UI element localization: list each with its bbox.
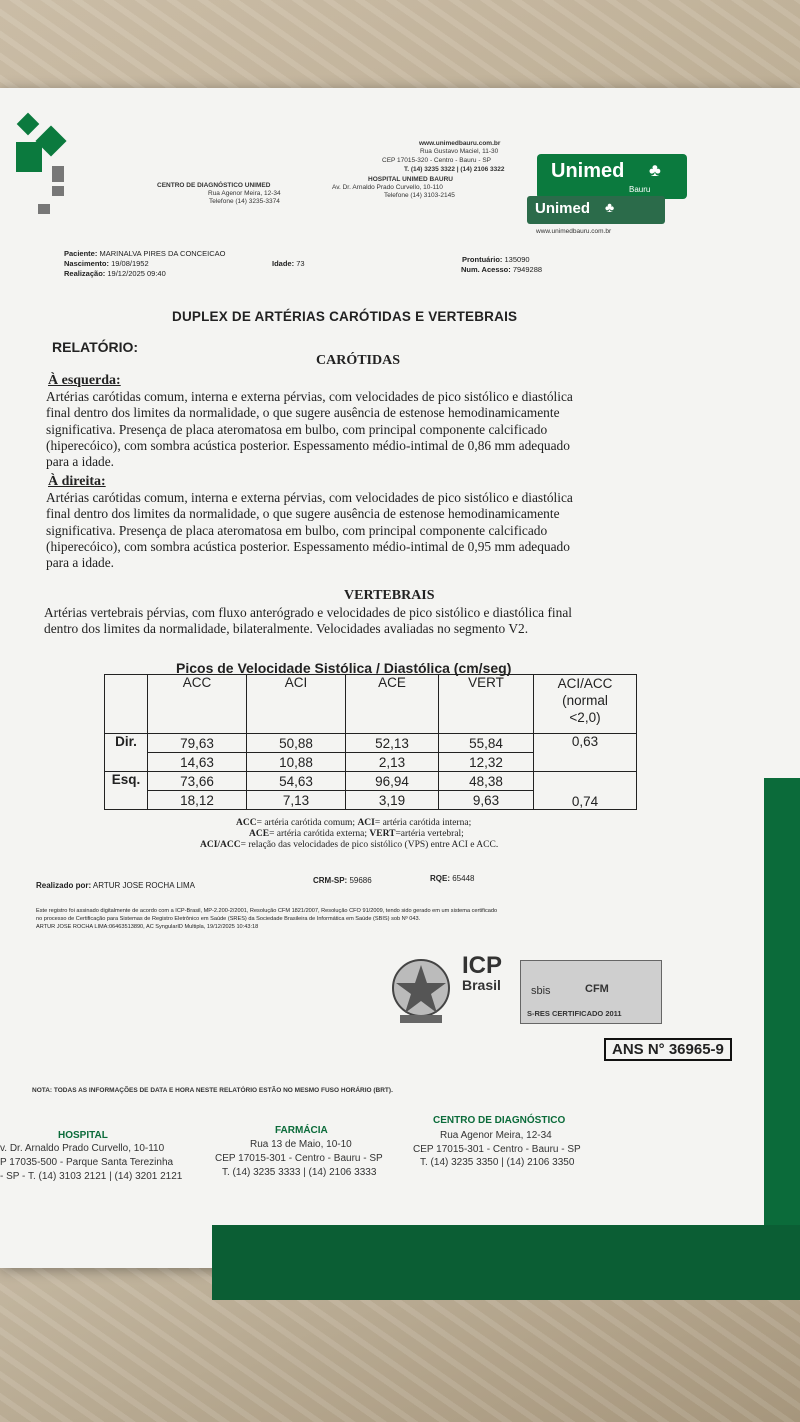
table-cell: 10,88 [247, 753, 346, 772]
left-line: Artérias carótidas comum, interna e externa pérvias, com velocidades de pico sistólico e diastólica [46, 389, 573, 404]
right-line: final dentro dos limites da normalidade, o que sugere ausência de estenose hemodinamicamente [46, 506, 560, 522]
birth-date: 19/08/1952 [111, 259, 149, 268]
footer-centro-line: T. (14) 3235 3350 | (14) 2106 3350 [420, 1157, 575, 1168]
date-label: Realização: [64, 269, 106, 278]
legend-ace: ACE [249, 829, 270, 839]
exam-date: 19/12/2025 09:40 [107, 269, 166, 278]
record-label: Prontuário: [462, 255, 503, 264]
footer-hospital-line: v. Dr. Arnaldo Prado Curvello, 10-110 [0, 1143, 165, 1154]
unimed-card-brand: Unimed [535, 200, 591, 217]
table-cell: 54,63 [247, 772, 346, 791]
table-cell: 48,38 [439, 772, 534, 791]
legend-line-3 [200, 840, 498, 850]
table-cell: 73,66 [148, 772, 247, 791]
table-cell: 12,32 [439, 753, 534, 772]
patient-name-label: Paciente: [64, 249, 98, 258]
unimed-url: www.unimedbauru.com.br [419, 140, 501, 147]
table-row [105, 734, 637, 753]
table-row [105, 772, 637, 791]
header-ratio [534, 675, 637, 734]
footer-centro-line: Rua Agenor Meira, 12-34 [440, 1130, 552, 1141]
unimed-city: Bauru [629, 185, 651, 194]
footer-farmacia-title: FARMÁCIA [275, 1125, 328, 1136]
footer-farmacia-line: CEP 17015-301 - Centro - Bauru - SP [215, 1153, 383, 1164]
table-cell: 96,94 [346, 772, 439, 791]
unimed-card [527, 196, 665, 224]
ratio-header-line: (normal [562, 693, 608, 708]
digital-signature-line: no processo de Certificação para Sistemas de Registro Eletrônico em Saúde (SRES) da Sociedade Brasileira de Informática em Saúde (SBIS) sob Nº 043. [36, 916, 421, 922]
cfm-text: CFM [585, 983, 609, 995]
table-cell: 79,63 [148, 734, 247, 753]
legend-line-1 [236, 818, 471, 828]
table-header-row [105, 675, 637, 734]
header-aci: ACI [247, 675, 346, 734]
sbis-cfm-seal [520, 960, 662, 1024]
left-line: significativa. Presença de placa ateromatosa em bulbo, com principal componente calcificado [46, 421, 548, 437]
unimed-brand: Unimed [551, 160, 625, 182]
unimed-tree-icon: ♣ [649, 160, 661, 180]
vertebrais-paragraph [44, 605, 572, 638]
legend-ratio: ACI/ACC [200, 840, 241, 850]
report-title: DUPLEX DE ARTÉRIAS CARÓTIDAS E VERTEBRAIS [172, 309, 518, 324]
velocity-table [104, 674, 637, 810]
centro-label: CENTRO DE DIAGNÓSTICO UNIMED [157, 182, 271, 189]
carotidas-heading: CARÓTIDAS [316, 353, 401, 368]
access-label: Num. Acesso: [461, 265, 511, 274]
right-paragraph [46, 490, 573, 571]
relatorio-label: RELATÓRIO: [52, 339, 139, 355]
digital-signature-line: ARTUR JOSE ROCHA LIMA:06463513890, AC SyngularID Multipla, 19/12/2025 10:43:18 [36, 924, 259, 930]
legend-acc-desc: = artéria carótida comum; [256, 818, 358, 828]
table-cell: 2,13 [346, 753, 439, 772]
legend-aci-desc: = artéria carótida interna; [374, 818, 472, 828]
access-number: 7949288 [512, 265, 543, 274]
rqe-label: RQE: [430, 874, 450, 883]
table-title: Picos de Velocidade Sistólica / Diastólica (cm/seg) [176, 660, 512, 676]
legend-vert-desc: =artéria vertebral; [395, 829, 464, 839]
legend-ace-desc: = artéria carótida externa; [269, 829, 370, 839]
patient-name: MARINALVA PIRES DA CONCEICAO [99, 249, 226, 258]
unimed-cep: CEP 17015-320 - Centro - Bauru - SP [382, 157, 491, 164]
hospital-address: Av. Dr. Arnaldo Prado Curvello, 10-110 [332, 184, 443, 191]
left-line: final dentro dos limites da normalidade, o que sugere ausência de estenose hemodinamicamente [46, 405, 560, 421]
legend-ratio-desc: = relação das velocidades de pico sistólico (VPS) entre ACI e ACC. [240, 840, 499, 850]
right-heading: À direita: [48, 474, 106, 489]
unimed-brand-box [537, 154, 687, 199]
record-number: 135090 [504, 255, 530, 264]
age-value: 73 [296, 259, 305, 268]
rqe-number: 65448 [452, 874, 475, 883]
performed-by: ARTUR JOSE ROCHA LIMA [92, 881, 195, 890]
icp-brasil-text: Brasil [462, 977, 501, 993]
footer-hospital-title: HOSPITAL [58, 1130, 108, 1141]
table-cell: 18,12 [148, 791, 247, 810]
brazil-coat-of-arms-icon [386, 953, 456, 1027]
footer-farmacia-line: Rua 13 de Maio, 10-10 [250, 1139, 352, 1150]
footer-hospital-line: P 17035-500 - Parque Santa Terezinha [0, 1157, 174, 1168]
right-line: Artérias carótidas comum, interna e externa pérvias, com velocidades de pico sistólico e diastólica [46, 490, 573, 505]
table-cell: 7,13 [247, 791, 346, 810]
left-line: (hiperecóico), com sombra acústica posterior. Espessamento médio-intimal de 0,86 mm adequado [46, 437, 570, 453]
footer-hospital-line: - SP - T. (14) 3103 2121 | (14) 3201 2121 [0, 1171, 183, 1182]
table-cell: 3,19 [346, 791, 439, 810]
crm-number: 59686 [349, 876, 372, 885]
left-paragraph [46, 389, 573, 470]
icp-text: ICP [462, 952, 503, 979]
crm-label: CRM-SP: [313, 876, 348, 885]
table-cell: 50,88 [247, 734, 346, 753]
table-corner-cell [105, 675, 148, 734]
unimed-phone: T. (14) 3235 3322 | (14) 2106 3322 [404, 166, 505, 173]
table-cell: 9,63 [439, 791, 534, 810]
dir-ratio: 0,63 [534, 734, 637, 772]
header-ace: ACE [346, 675, 439, 734]
unimed-url-bottom: www.unimedbauru.com.br [536, 228, 612, 235]
header-acc: ACC [148, 675, 247, 734]
left-heading: À esquerda: [48, 373, 121, 388]
legend-line-2 [249, 829, 464, 839]
esq-ratio: 0,74 [534, 772, 637, 810]
footer-farmacia-line: T. (14) 3235 3333 | (14) 2106 3333 [222, 1167, 377, 1178]
centro-phone: Telefone (14) 3235-3374 [209, 198, 280, 205]
hospital-phone: Telefone (14) 3103-2145 [384, 192, 455, 199]
birth-label: Nascimento: [64, 259, 110, 268]
sbis-text: sbis [531, 985, 551, 997]
sres-text: S-RES CERTIFICADO 2011 [527, 1009, 622, 1018]
unimed-card-icon: ♣ [605, 199, 615, 215]
legend-aci: ACI [357, 818, 375, 828]
ratio-header-line: <2,0) [569, 710, 601, 725]
right-line: para a idade. [46, 555, 115, 571]
legend-vert: VERT [369, 829, 396, 839]
centro-address: Rua Agenor Meira, 12-34 [208, 190, 281, 197]
digital-signature-line: Este registro foi assinado digitalmente de acordo com a ICP-Brasil, MP-2.200-2/2001, Resolução CFM 1821/2007, Resolução CFO 91/2009, tendo sido gerado em um sistema certificado [36, 908, 498, 914]
age-label: Idade: [272, 259, 295, 268]
green-band-bottom [212, 1225, 800, 1300]
right-line: significativa. Presença de placa ateromatosa em bulbo, com principal componente calcificado [46, 522, 548, 538]
legend-acc: ACC [236, 818, 257, 828]
footer-centro-title: CENTRO DE DIAGNÓSTICO [433, 1115, 566, 1126]
esq-label: Esq. [105, 772, 148, 810]
vert-line: Artérias vertebrais pérvias, com fluxo anterógrado e velocidades de pico sistólico e diastólica final [44, 605, 572, 620]
header-vert: VERT [439, 675, 534, 734]
table-cell: 14,63 [148, 753, 247, 772]
table-cell: 52,13 [346, 734, 439, 753]
unimed-address: Rua Gustavo Maciel, 11-30 [420, 148, 499, 155]
ans-number: ANS N° 36965-9 [604, 1038, 732, 1061]
vertebrais-heading: VERTEBRAIS [344, 588, 435, 603]
green-band-right [764, 778, 800, 1258]
vert-line: dentro dos limites da normalidade, bilateralmente. Velocidades avaliadas no segmento V2. [44, 621, 529, 637]
hospital-label: HOSPITAL UNIMED BAURU [368, 176, 453, 183]
table-cell: 55,84 [439, 734, 534, 753]
footer-centro-line: CEP 17015-301 - Centro - Bauru - SP [413, 1144, 581, 1155]
dir-label: Dir. [105, 734, 148, 772]
timezone-note: NOTA: TODAS AS INFORMAÇÕES DE DATA E HORA NESTE RELATÓRIO ESTÃO NO MESMO FUSO HORÁRIO (BRT). [32, 1087, 393, 1094]
performed-by-label: Realizado por: [36, 881, 92, 890]
right-line: (hiperecóico), com sombra acústica posterior. Espessamento médio-intimal de 0,95 mm adequado [46, 538, 570, 554]
left-line: para a idade. [46, 454, 115, 470]
unimed-left-logo-icon [8, 108, 72, 218]
ratio-header-line: ACI/ACC [557, 676, 613, 691]
